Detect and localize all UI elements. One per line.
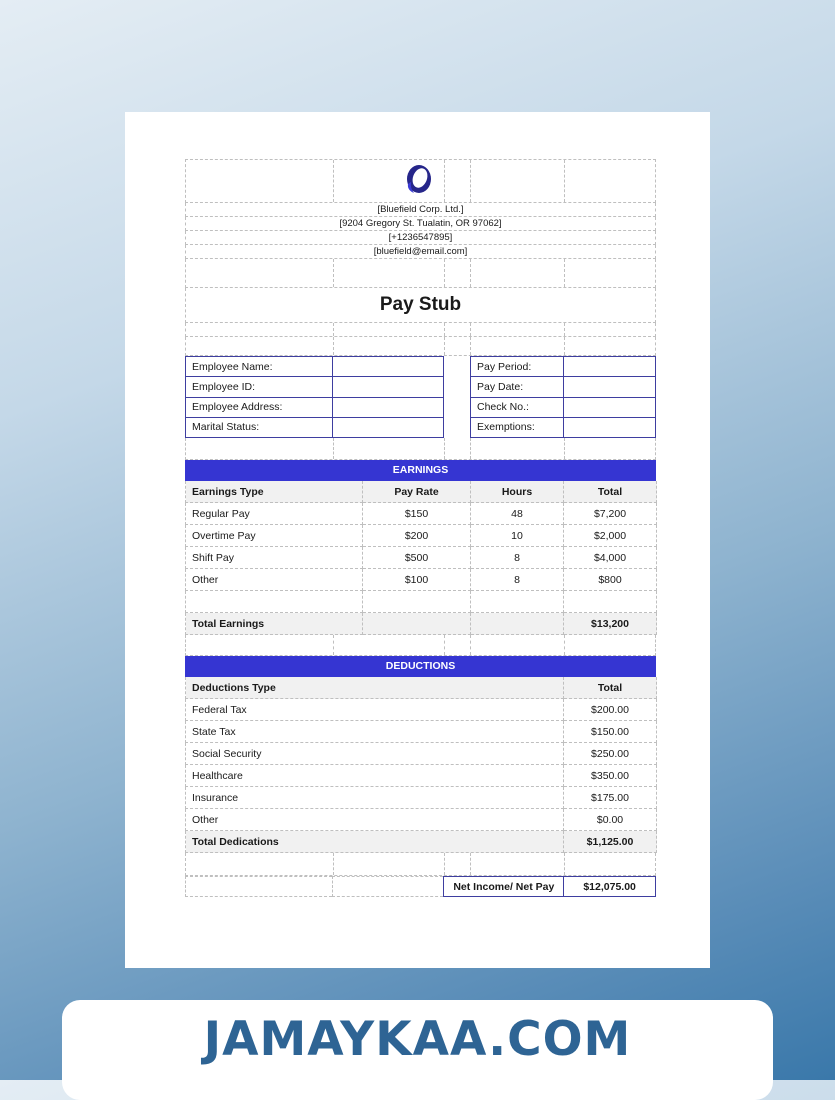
table-row: Overtime Pay $200 10 $2,000 <box>186 525 657 547</box>
table-row: Regular Pay $150 48 $7,200 <box>186 503 657 525</box>
spacer-row <box>185 438 656 460</box>
column-header: Deductions Type <box>186 677 564 699</box>
column-header: Pay Rate <box>363 481 471 503</box>
spacer-row <box>185 323 656 337</box>
page-title: Pay Stub <box>185 288 656 323</box>
employee-details-right <box>470 356 656 438</box>
earnings-table <box>185 481 657 635</box>
employee-id-field[interactable] <box>333 377 443 396</box>
employee-id-row: Employee ID: <box>186 377 443 397</box>
earnings-header-row <box>186 481 657 503</box>
pay-date-row: Pay Date: <box>471 377 655 397</box>
deductions-header-row <box>186 677 657 699</box>
pay-date-field[interactable] <box>564 377 655 396</box>
table-row: Other $100 8 $800 <box>186 569 657 591</box>
table-row: Social Security $250.00 <box>186 743 657 765</box>
pay-stub-document <box>185 159 656 897</box>
total-earnings-value: $13,200 <box>564 613 657 635</box>
employee-address-row: Employee Address: <box>186 398 443 418</box>
spacer-row <box>185 259 656 288</box>
column-header: Total <box>564 677 657 699</box>
logo-row <box>185 159 656 203</box>
employee-address-field[interactable] <box>333 398 443 417</box>
table-row: Other $0.00 <box>186 809 657 831</box>
deductions-heading: DEDUCTIONS <box>185 656 656 677</box>
pay-period-row: Pay Period: <box>471 357 655 377</box>
table-row: Federal Tax $200.00 <box>186 699 657 721</box>
table-row: Shift Pay $500 8 $4,000 <box>186 547 657 569</box>
employee-name-row: Employee Name: <box>186 357 443 377</box>
net-pay-row <box>185 876 656 897</box>
spacer-row <box>185 635 656 656</box>
table-row: Insurance $175.00 <box>186 787 657 809</box>
employee-info-block <box>185 356 656 438</box>
table-row: Healthcare $350.00 <box>186 765 657 787</box>
marital-status-field[interactable] <box>333 418 443 437</box>
pay-stub-sheet <box>125 112 710 968</box>
table-row: State Tax $150.00 <box>186 721 657 743</box>
company-name: [Bluefield Corp. Ltd.] <box>185 203 656 217</box>
column-header: Hours <box>471 481 564 503</box>
company-phone: [+1236547895] <box>185 231 656 245</box>
total-earnings-row: Total Earnings $13,200 <box>186 613 657 635</box>
exemptions-row: Exemptions: <box>471 418 655 437</box>
employee-details-left <box>185 356 444 438</box>
marital-status-row: Marital Status: <box>186 418 443 437</box>
column-header: Earnings Type <box>186 481 363 503</box>
earnings-heading: EARNINGS <box>185 460 656 481</box>
watermark-text: JAMAYKAA.COM <box>203 1012 632 1067</box>
spacer-row <box>185 853 656 876</box>
check-no-field[interactable] <box>564 398 655 417</box>
company-address: [9204 Gregory St. Tualatin, OR 97062] <box>185 217 656 231</box>
total-deductions-row: Total Dedications $1,125.00 <box>186 831 657 853</box>
company-email: [bluefield@email.com] <box>185 245 656 259</box>
ring-logo-icon <box>402 162 436 196</box>
spacer-row <box>185 337 656 356</box>
pay-period-field[interactable] <box>564 357 655 376</box>
deductions-table <box>185 677 657 853</box>
total-deductions-value: $1,125.00 <box>564 831 657 853</box>
net-pay-label: Net Income/ Net Pay <box>443 876 564 897</box>
check-no-row: Check No.: <box>471 398 655 418</box>
net-pay-value: $12,075.00 <box>564 876 656 897</box>
exemptions-field[interactable] <box>564 418 655 437</box>
table-row <box>186 591 657 613</box>
column-header: Total <box>564 481 657 503</box>
employee-name-field[interactable] <box>333 357 443 376</box>
